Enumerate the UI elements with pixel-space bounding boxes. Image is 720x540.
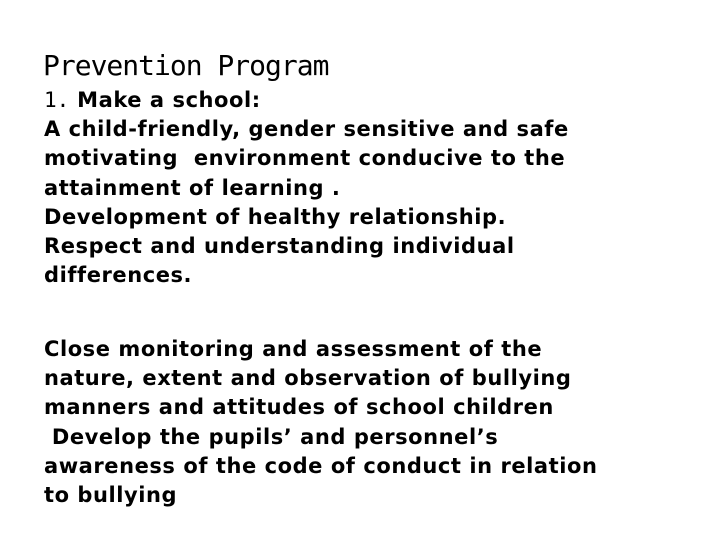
text-line: awareness of the code of conduct in relation xyxy=(44,453,598,478)
text-block-make-a-school xyxy=(44,86,704,290)
text-line: to bullying xyxy=(44,483,178,508)
text-line: Develop the pupils’ and personnel’s xyxy=(44,424,499,449)
list-number: 1. xyxy=(44,88,70,112)
text-line: motivating environment conducive to the xyxy=(44,146,566,171)
text-line: differences. xyxy=(44,263,193,288)
section-heading: Make a school: xyxy=(69,88,261,112)
text-block-monitoring xyxy=(44,335,704,510)
text-line: nature, extent and observation of bullying xyxy=(44,366,572,391)
section-heading-line xyxy=(44,86,704,115)
text-line: attainment of learning . xyxy=(44,175,341,200)
text-line: Development of healthy relationship. xyxy=(44,204,507,229)
text-line: manners and attitudes of school children xyxy=(44,395,554,420)
slide-title: Prevention Program xyxy=(43,49,329,82)
text-line: A child-friendly, gender sensitive and safe xyxy=(44,117,569,142)
text-line: Respect and understanding individual xyxy=(44,234,515,259)
text-line: Close monitoring and assessment of the xyxy=(44,337,543,361)
